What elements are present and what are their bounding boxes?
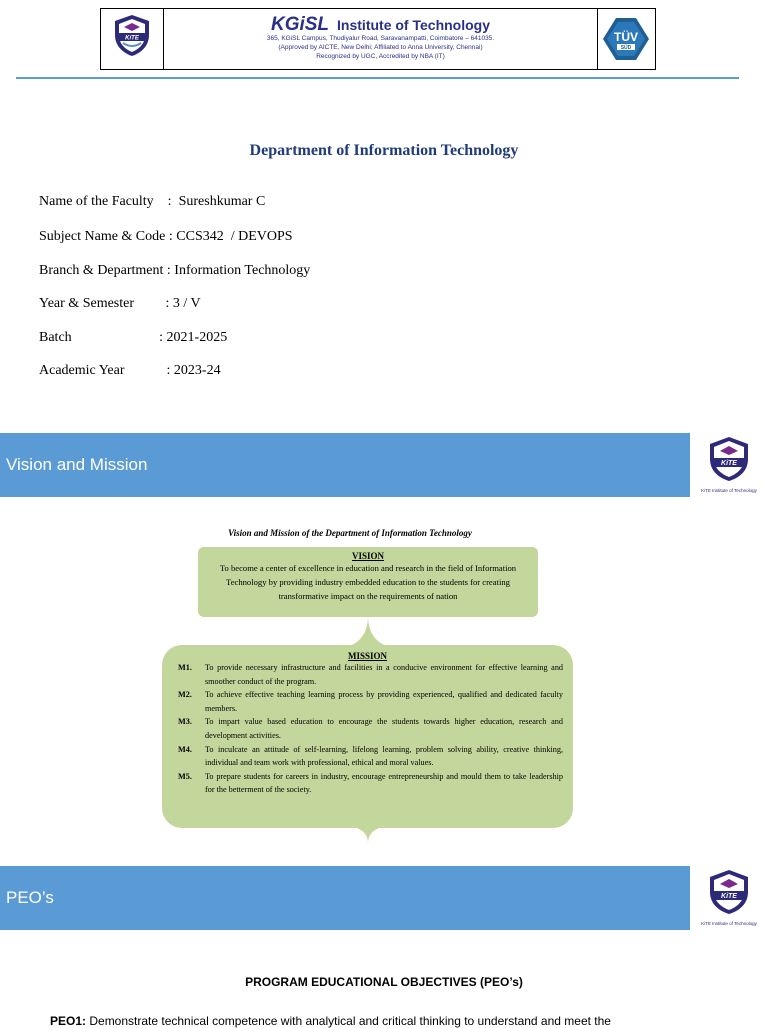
peo-item (50, 1014, 690, 1028)
mission-pointer (354, 827, 382, 843)
info-academic-year (32, 347, 221, 379)
institute-brand (163, 14, 598, 34)
peo-key: PEO1: (50, 1014, 87, 1028)
institute-header (100, 8, 656, 70)
info-value: 2023-24 (173, 363, 221, 378)
mission-key: M2. (178, 690, 192, 700)
vm-figure-caption: Vision and Mission of the Department of Information Technology (228, 528, 472, 538)
svg-text:KiTE: KiTE (125, 35, 139, 42)
kite-crest-icon (696, 866, 762, 930)
peo-band (0, 866, 690, 930)
svg-text:KiTE Institute of Technology: KiTE Institute of Technology (701, 488, 757, 493)
mission-item (162, 743, 573, 770)
vision-box (198, 547, 538, 617)
info-faculty (32, 178, 265, 210)
info-value: CCS342 / DEVOPS (176, 229, 293, 244)
header-divider (16, 77, 739, 79)
header-center (163, 9, 598, 69)
mission-text: To inculcate an attitude of self-learning, lifelong learning, problem solving ability, creative thinking, individual and team work with professional, ethical and moral values. (205, 744, 563, 768)
mission-text: To prepare students for careers in industry, encourage entrepreneurship and mould them to take leadership for the betterment of the society. (205, 771, 563, 795)
svg-text:KiTE Institute of Technology: KiTE Institute of Technology (701, 921, 757, 926)
info-label: Subject Name & Code : (39, 229, 177, 244)
tuv-sud-badge-icon (602, 17, 650, 61)
address-line-3: Recognized by UGC, Accredited by NBA (IT) (316, 53, 445, 60)
mission-key: M3. (178, 717, 192, 727)
address-line-2: (Approved by AICTE, New Delhi; Affiliated to Anna University, Chennai) (278, 44, 483, 51)
band-heading: Vision and Mission (6, 455, 148, 474)
header-right-cell (597, 9, 655, 69)
mission-key: M1. (178, 663, 192, 672)
info-value: 2021-2025 (166, 330, 228, 345)
kite-crest-icon (696, 433, 762, 497)
svg-text:TÜV: TÜV (614, 30, 638, 44)
info-batch (32, 314, 227, 346)
vision-text: To become a center of excellence in education and research in the field of Information Technology by providing industry embedded education to the students for creating transformative impact on the requirements of nation (219, 563, 517, 601)
mission-heading: MISSION (347, 651, 387, 661)
info-label: Name of the Faculty : (39, 194, 179, 209)
info-value: Sureshkumar C (178, 194, 266, 209)
mission-box (162, 645, 573, 828)
info-year-semester (32, 280, 201, 312)
kite-crest-icon (111, 13, 153, 57)
svg-text:SÜD: SÜD (620, 45, 632, 51)
mission-item (162, 688, 573, 715)
info-branch (32, 247, 310, 279)
info-label: Academic Year : (39, 363, 174, 378)
mission-text: To achieve effective teaching learning process by providing experienced, qualified and dedicated faculty members. (205, 690, 563, 713)
vision-heading: VISION (351, 551, 384, 561)
address-line-1: 365, KGiSL Campus, Thudiyalur Road, Saravanampatti, Coimbatore – 641035. (266, 35, 495, 42)
mission-key: M5. (178, 771, 192, 781)
mission-text: To impart value based education to encourage the students towards higher education, research and development activities. (205, 717, 563, 740)
mission-item (162, 661, 573, 688)
info-label: Batch : (39, 330, 167, 345)
info-label: Branch & Department : (39, 263, 175, 278)
header-left-cell (101, 9, 164, 69)
mission-key: M4. (178, 744, 192, 754)
vision-mission-connector (350, 616, 386, 646)
info-subject (32, 213, 293, 245)
vision-mission-band (0, 433, 690, 497)
mission-item (162, 715, 573, 742)
band-heading: PEO’s (6, 888, 54, 907)
peo-title: PROGRAM EDUCATIONAL OBJECTIVES (PEO’s) (245, 975, 523, 989)
institute-name: Institute of Technology (337, 17, 491, 33)
department-title: Department of Information Technology (249, 142, 519, 159)
kgisl-logo: KGiSL (270, 14, 330, 35)
peo-text: Demonstrate technical competence with analytical and critical thinking to understand and meet the (86, 1014, 611, 1028)
info-label: Year & Semester : (39, 296, 173, 311)
info-value: 3 / V (172, 296, 201, 311)
info-value: Information Technology (174, 263, 311, 278)
mission-item (162, 770, 573, 797)
svg-text:KiTE: KiTE (721, 893, 737, 900)
mission-text: To provide necessary infrastructure and facilities in a conducive environment for effective learning and smoother conduct of the program. (205, 663, 563, 686)
svg-text:KiTE: KiTE (721, 460, 737, 467)
